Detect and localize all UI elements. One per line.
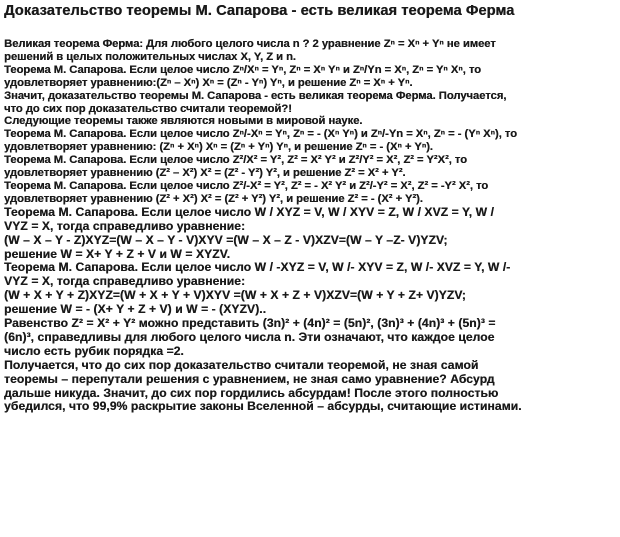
text-line: число есть рубик порядка =2. (4, 343, 184, 358)
text-line: Теорема М. Сапарова. Если целое число W / XYZ = V, W / XYV = Z, W / XVZ = Y, W / (4, 204, 494, 219)
text-line: убедился, что 99,9% раскрытие законы Вселенной – абсурды, считающие истинами. (4, 399, 522, 414)
text-line: решений в целых положительных числах X, Y, Z и n. (4, 50, 296, 63)
text-line: что до сих пор доказательство считали теоремой?! (4, 102, 292, 115)
text-line: Следующие теоремы также являются новыми в мировой науке. (4, 115, 363, 128)
text-line: Значит, доказательство теоремы М. Сапарова - есть великая теорема Ферма. Получается, (4, 89, 507, 102)
text-line: VYZ = X, тогда справедливо уравнение: (4, 274, 246, 289)
text-line: решение W = X+ Y + Z + V и W = XYZV. (4, 246, 231, 261)
text-line: Теорема М. Сапарова. Если целое число W / -XYZ = V, W /- XYV = Z, W /- XVZ = Y, W /- (4, 260, 511, 275)
text-line: теоремы – перепутали решения с уравнением, не зная само уравнение? Абсурд (4, 371, 495, 386)
text-line: Теорема М. Сапарова. Если целое число Z²/X² = Y², Z² = X² Y² и Z²/Y² = X², Z² = Y²X², то (4, 154, 467, 167)
text-line: решение W = - (X+ Y + Z + V) и W = - (XYZV).. (4, 302, 267, 317)
text-line: удовлетворяет уравнению: (Zⁿ + Xⁿ) Xⁿ = (Zⁿ + Yⁿ) Yⁿ, и решение Zⁿ = - (Xⁿ + Yⁿ). (4, 141, 433, 154)
text-line: Великая теорема Ферма: Для любого целого числа n ? 2 уравнение Zⁿ = Xⁿ + Yⁿ не имеет (4, 38, 496, 50)
text-line: удовлетворяет уравнению (Z² + X²) X² = (Z² + Y²) Y², и решение Z² = - (X² + Y²). (4, 192, 423, 205)
text-line: Теорема М. Сапарова. Если целое число Zⁿ/-Xⁿ = Yⁿ, Zⁿ = - (Xⁿ Yⁿ) и Zⁿ/-Yn = Xⁿ, Zⁿ = - (Yⁿ Xⁿ), то (4, 128, 517, 141)
text-line: Равенство Z² = X² + Y² можно представить (3n)² + (4n)² = (5n)², (3n)³ + (4n)³ + (5n)³ = (4, 316, 496, 331)
document-body (4, 38, 618, 414)
text-line: Теорема М. Сапарова. Если целое число Z²/-X² = Y², Z² = - X² Y² и Z²/-Y² = X², Z² = -Y² X², то (4, 179, 489, 192)
document-title: Доказательство теоремы М. Сапарова - есть великая теорема Ферма (4, 3, 515, 19)
text-line: удовлетворяет уравнению:(Zⁿ – Xⁿ) Xⁿ = (Zⁿ - Yⁿ) Yⁿ, и решение Zⁿ = Xⁿ + Yⁿ. (4, 76, 413, 89)
text-line: Теорема М. Сапарова. Если целое число Zⁿ/Xⁿ = Yⁿ, Zⁿ = Xⁿ Yⁿ и Zⁿ/Yn = Xⁿ, Zⁿ = Yⁿ Xⁿ, то (4, 63, 481, 76)
text-line: (W – X – Y - Z)XYZ=(W – X – Y - V)XYV =(W – X – Z - V)XZV=(W – Y –Z- V)YZV; (4, 232, 448, 247)
text-line: Получается, что до сих пор доказательство считали теоремой, не зная самой (4, 357, 479, 372)
text-line: дальше никуда. Значит, до сих пор гордились абсурдам! После этого полностью (4, 385, 499, 400)
text-line: удовлетворяет уравнению (Z² – X²) X² = (Z² - Y²) Y², и решение Z² = X² + Y². (4, 167, 406, 180)
text-line: (W + X + Y + Z)XYZ=(W + X + Y + V)XYV =(W + X + Z + V)XZV=(W + Y + Z+ V)YZV; (4, 288, 466, 303)
text-line: VYZ = X, тогда справедливо уравнение: (4, 218, 246, 233)
text-line: (6n)³, справедливы для любого целого числа n. Эти означают, что каждое целое (4, 329, 495, 344)
